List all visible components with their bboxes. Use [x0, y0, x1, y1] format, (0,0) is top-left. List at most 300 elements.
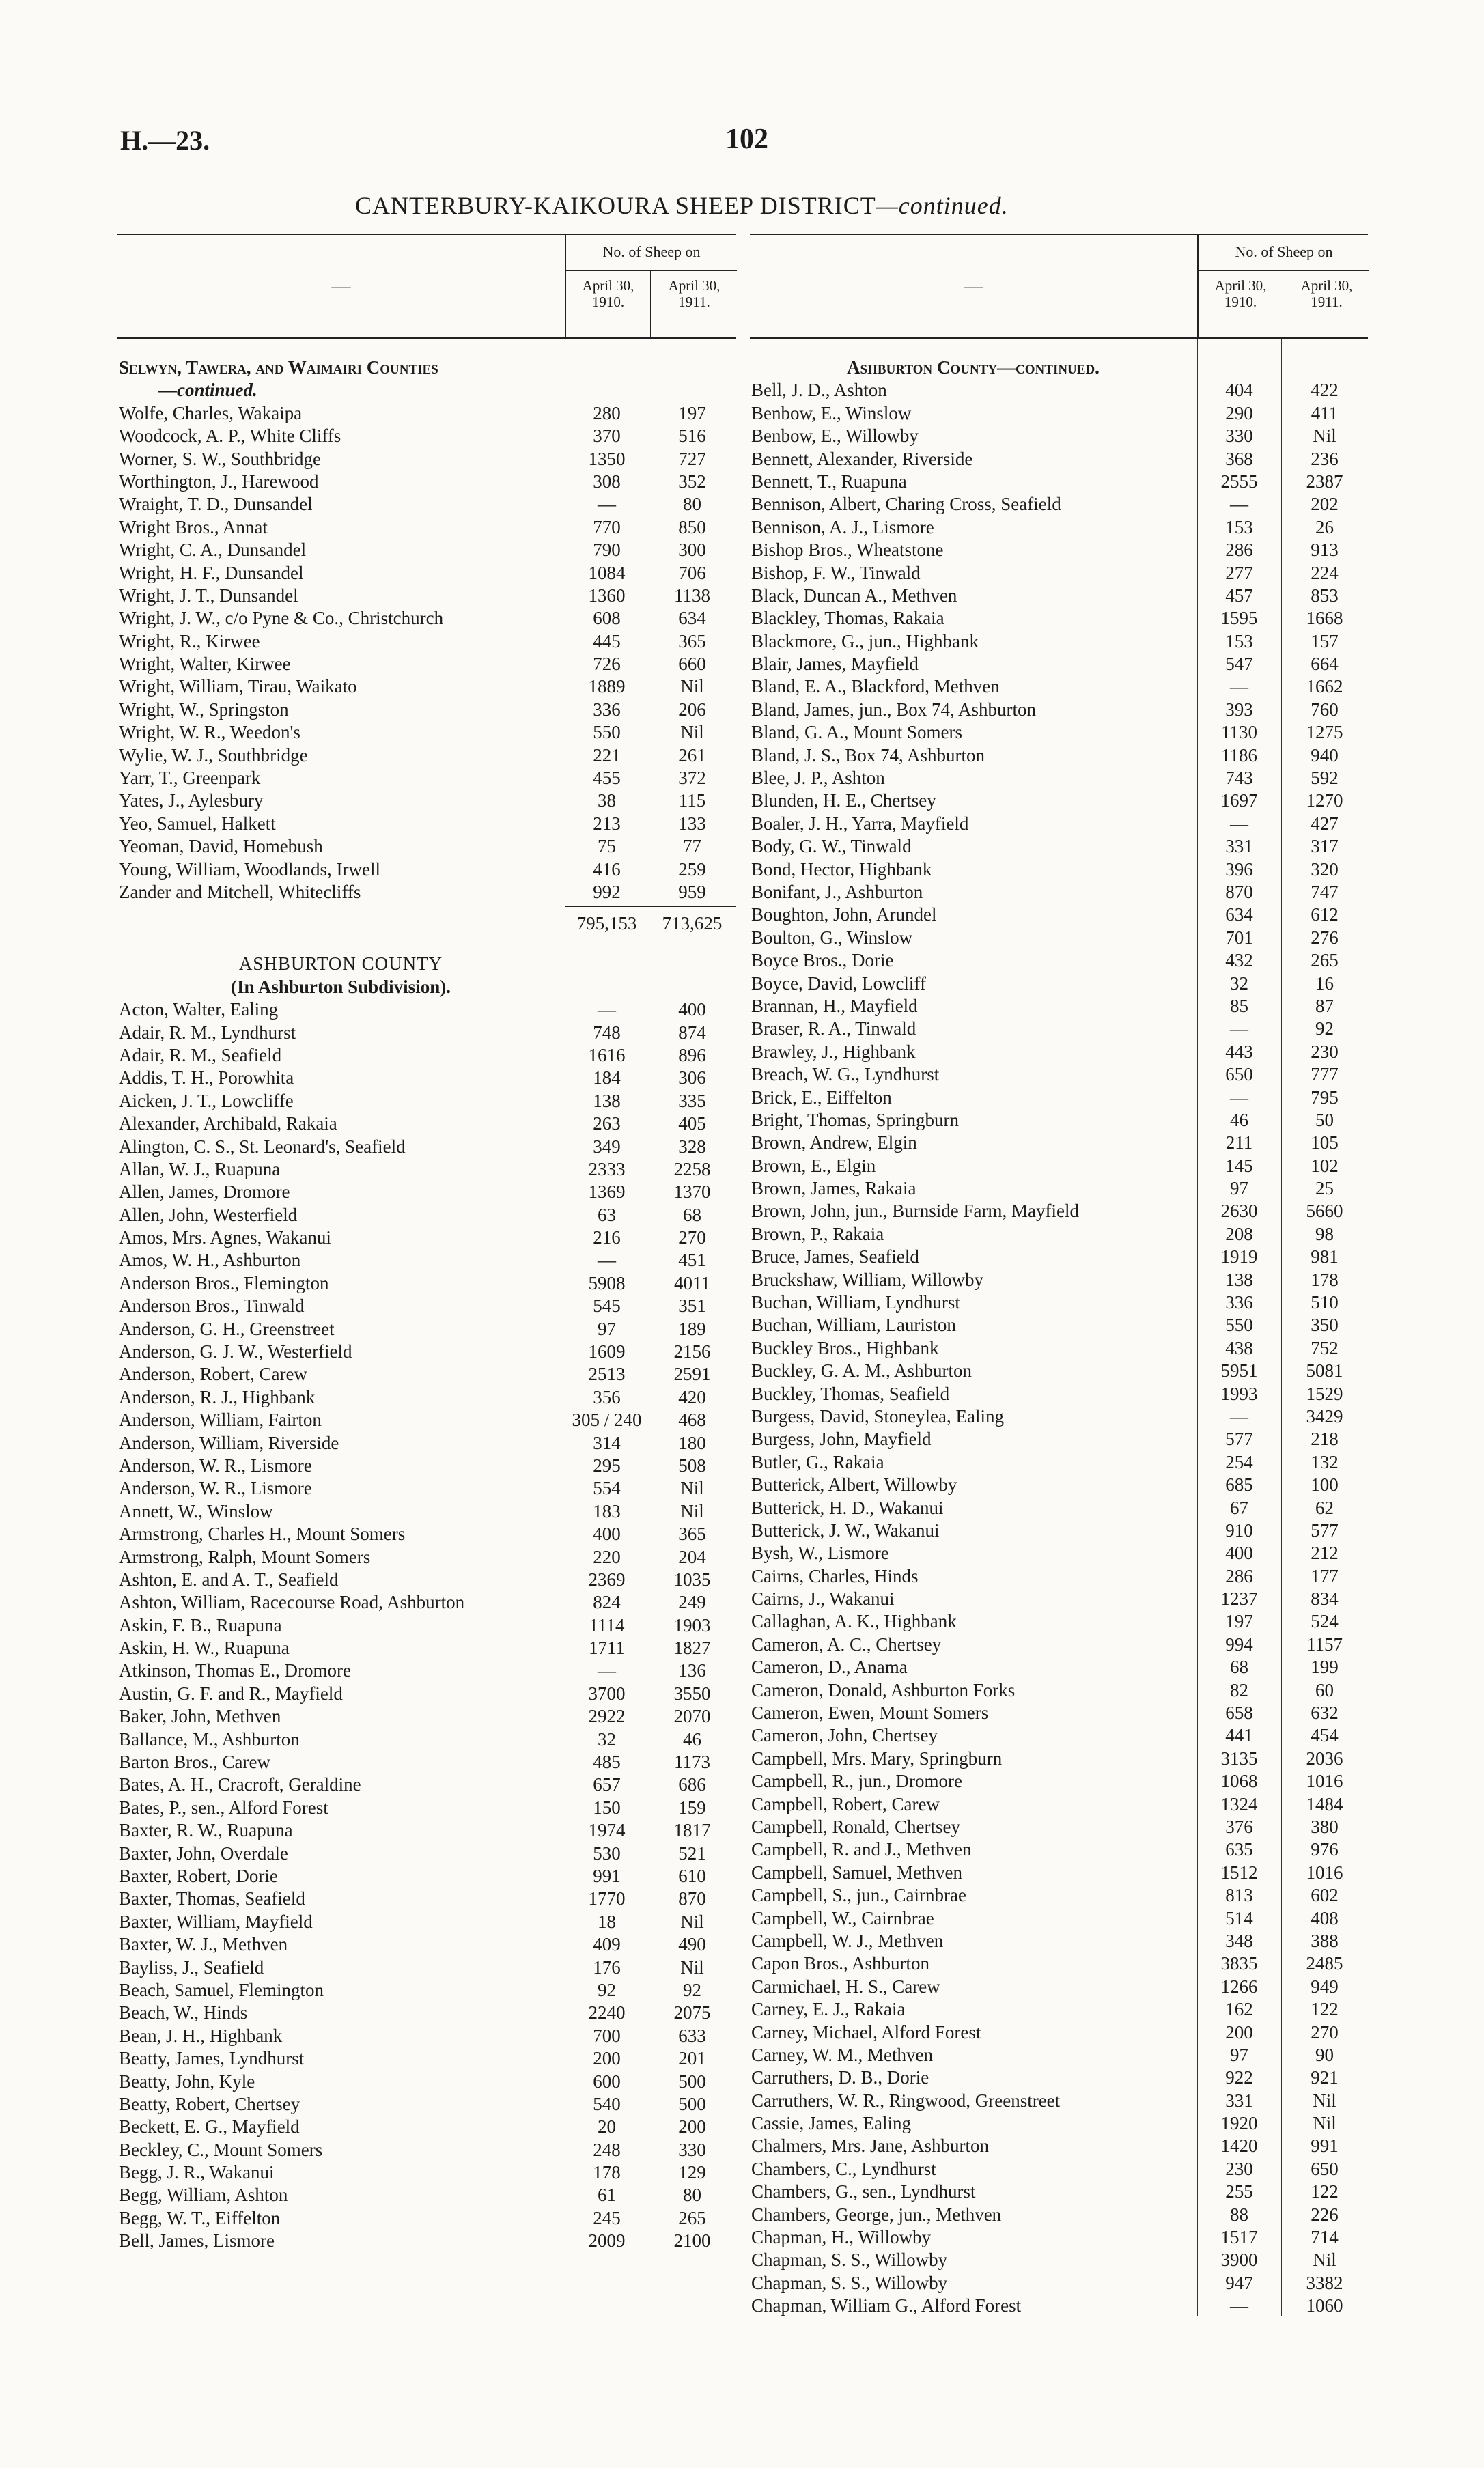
sheep-1910: 88	[1230, 2204, 1248, 2225]
owner-name: Carmichael, H. S., Carew	[751, 1976, 940, 1997]
owner-name: Beatty, John, Kyle	[119, 2071, 255, 2092]
sheep-1911: 351	[678, 1295, 706, 1317]
owner-name: Blair, James, Mayfield	[751, 654, 919, 675]
section-heading	[117, 951, 736, 974]
sheep-1911: 25	[1315, 1178, 1334, 1199]
sheep-1911: 259	[678, 858, 706, 880]
owner-name: Chapman, William G., Alford Forest	[751, 2295, 1022, 2316]
table-row	[750, 834, 1368, 856]
sheep-1910: 2009	[588, 2230, 626, 2252]
owner-name: Allen, James, Dromore	[119, 1181, 290, 1203]
owner-name: Chapman, S. S., Willowby	[751, 2272, 948, 2293]
sheep-1910: 138	[593, 1090, 621, 1111]
table-row	[750, 1974, 1368, 1997]
sheep-1910: 92	[598, 1979, 616, 2000]
sheep-1911: 365	[678, 630, 706, 651]
sheep-1910: —	[1230, 813, 1248, 834]
owner-name: Alexander, Archibald, Rakaia	[119, 1113, 337, 1134]
sheep-1911: 1370	[673, 1181, 711, 1203]
owner-name: Amos, W. H., Ashburton	[119, 1250, 301, 1271]
sheep-1910: 608	[593, 608, 621, 629]
sheep-1910: 554	[593, 1478, 621, 1499]
sheep-1910: 67	[1230, 1497, 1248, 1518]
name-column-header: —	[964, 276, 983, 297]
owner-name: Bonifant, J., Ashburton	[751, 881, 923, 902]
sheep-1911: 760	[1311, 699, 1339, 720]
sheep-1910: 685	[1225, 1474, 1253, 1496]
table-row	[750, 2157, 1368, 2179]
total-1910: 795,153	[576, 913, 637, 934]
sheep-1910: 305 / 240	[572, 1410, 642, 1431]
sheep-1910: 184	[593, 1067, 621, 1089]
sheep-1910: 2513	[588, 1364, 626, 1385]
sheep-1910: 32	[598, 1728, 616, 1750]
section-title: ASHBURTON COUNTY	[238, 953, 443, 974]
sheep-1910: 657	[593, 1774, 621, 1795]
sheep-1911: 330	[678, 2139, 706, 2160]
sheep-1910: 1266	[1220, 1976, 1258, 1997]
table-row	[117, 2137, 736, 2160]
sheep-1911: 427	[1311, 813, 1339, 834]
sheep-1910: 1889	[588, 676, 626, 697]
owner-name: Aicken, J. T., Lowcliffe	[119, 1090, 294, 1111]
table-row	[117, 1795, 736, 1818]
column-header	[750, 235, 1368, 339]
sheep-1911: 2258	[673, 1158, 711, 1179]
sheep-1911: 1035	[673, 1569, 711, 1590]
owner-name: Campbell, W. J., Methven	[751, 1930, 944, 1951]
sheep-1911: 991	[1311, 2135, 1339, 2157]
sheep-1911: 105	[1311, 1132, 1339, 1153]
owner-name: Ballance, M., Ashburton	[119, 1728, 300, 1750]
sheep-1911: 2387	[1306, 471, 1343, 492]
sheep-1911: 306	[678, 1067, 706, 1089]
sheep-1910: 255	[1225, 2181, 1253, 2202]
owner-name: Anderson, W. R., Lismore	[119, 1455, 312, 1476]
sheep-1910: —	[1230, 1405, 1248, 1427]
owner-name: Anderson, Robert, Carew	[119, 1364, 307, 1385]
year-1911-header: April 30, 1911.	[1300, 277, 1353, 310]
owner-name: Cameron, A. C., Chertsey	[751, 1633, 942, 1655]
sheep-1910: 400	[1225, 1543, 1253, 1564]
owner-name: Bennison, Albert, Charing Cross, Seafield	[751, 494, 1061, 515]
table-row	[117, 997, 736, 1020]
owner-name: Allan, W. J., Ruapuna	[119, 1158, 281, 1179]
table-row	[117, 1248, 736, 1270]
table-row	[750, 2065, 1368, 2088]
table-row	[117, 697, 736, 720]
sheep-1910: 701	[1225, 927, 1253, 948]
table-row	[750, 1792, 1368, 1814]
sheep-1911: 422	[1311, 380, 1339, 401]
sheep-1911: 352	[678, 471, 706, 492]
owner-name: Cairns, J., Wakanui	[751, 1588, 895, 1610]
year-1910-header: April 30, 1910.	[582, 277, 634, 310]
sheep-1910: 3900	[1220, 2249, 1258, 2271]
sheep-1910: 2555	[1220, 471, 1258, 492]
sheep-1911: 874	[678, 1022, 706, 1043]
sheep-1911: 524	[1311, 1611, 1339, 1632]
owner-name: Body, G. W., Tinwald	[751, 836, 912, 857]
table-row	[117, 1681, 736, 1704]
owner-name: Campbell, Robert, Carew	[751, 1793, 940, 1814]
table-row	[117, 1431, 736, 1453]
owner-name: Breach, W. G., Lyndhurst	[751, 1064, 940, 1085]
sheep-1911: 521	[678, 1842, 706, 1864]
sheep-1911: 834	[1311, 1588, 1339, 1610]
sheep-count-header	[565, 235, 737, 337]
sheep-1910: 1697	[1220, 790, 1258, 811]
sheep-1911: 727	[678, 448, 706, 469]
sheep-1911: 2100	[673, 2230, 711, 2252]
sheep-1911: 132	[1311, 1451, 1339, 1472]
total-rule	[565, 906, 736, 907]
table-row	[117, 1841, 736, 1864]
sheep-1911: 949	[1311, 1976, 1339, 1997]
sheep-1910: 1517	[1220, 2227, 1258, 2248]
sheep-1910: 726	[593, 654, 621, 675]
sheep-1911: 26	[1315, 516, 1334, 537]
sheep-1911: 490	[678, 1934, 706, 1955]
owner-name: Baxter, William, Mayfield	[119, 1911, 313, 1932]
sheep-1910: 1609	[588, 1341, 626, 1362]
section-title: Ashburton County—continued.	[847, 357, 1100, 378]
sheep-1910: 254	[1225, 1451, 1253, 1472]
sheep-1910: 2922	[588, 1706, 626, 1727]
table-row	[750, 1472, 1368, 1495]
sheep-1911: 1157	[1306, 1633, 1343, 1655]
table-row	[117, 651, 736, 674]
sheep-1911: 2075	[673, 2002, 711, 2023]
sheep-1910: 577	[1225, 1429, 1253, 1450]
owner-name: Anderson, W. R., Lismore	[119, 1478, 312, 1499]
table-row	[117, 1407, 736, 1430]
table-row	[117, 561, 736, 583]
sheep-1910: 61	[598, 2185, 616, 2206]
header-divider	[650, 270, 651, 337]
owner-name: Yarr, T., Greenpark	[119, 768, 261, 789]
sheep-1910: 349	[593, 1136, 621, 1157]
sheep-1911: 265	[1311, 950, 1339, 971]
table-row	[117, 1385, 736, 1407]
sheep-1911: 959	[678, 881, 706, 902]
sheep-1911: 913	[1311, 539, 1339, 561]
table-row	[750, 1108, 1368, 1130]
sheep-1910: 314	[593, 1432, 621, 1453]
owner-name: Cairns, Charles, Hinds	[751, 1565, 919, 1586]
sheep-1910: 634	[1225, 904, 1253, 925]
sheep-1911: 500	[678, 2093, 706, 2114]
sheep-1910: 1711	[589, 1638, 625, 1659]
owner-name: Benbow, E., Winslow	[751, 402, 912, 423]
table-row	[750, 1153, 1368, 1176]
sheep-1910: 336	[1225, 1292, 1253, 1313]
owner-name: Worner, S. W., Southbridge	[119, 448, 321, 469]
sheep-1911: 80	[683, 494, 701, 515]
sheep-1911: 60	[1315, 1679, 1334, 1700]
sheep-1910: 1237	[1220, 1588, 1258, 1610]
table-row	[750, 2111, 1368, 2133]
owner-name: Bland, James, jun., Box 74, Ashburton	[751, 699, 1036, 720]
sheep-1911: 365	[678, 1524, 706, 1545]
sheep-1910: 63	[598, 1204, 616, 1225]
owner-name: Yeo, Samuel, Halkett	[119, 813, 276, 834]
sheep-1910: 700	[593, 2025, 621, 2046]
sheep-1911: Nil	[1313, 2113, 1336, 2134]
sheep-1911: 3550	[673, 1683, 711, 1704]
owner-name: Brown, John, jun., Burnside Farm, Mayfield	[751, 1201, 1079, 1222]
sheep-1910: 183	[593, 1500, 621, 1522]
table-row	[750, 1655, 1368, 1677]
sheep-1910: 1993	[1220, 1383, 1258, 1404]
owner-name: Cassie, James, Ealing	[751, 2113, 911, 2134]
sheep-1910: 1324	[1220, 1793, 1258, 1814]
owner-name: Anderson Bros., Tinwald	[119, 1295, 305, 1317]
sheep-1910: —	[598, 1250, 616, 1271]
owner-name: Capon Bros., Ashburton	[751, 1953, 930, 1974]
sheep-1911: 68	[683, 1204, 701, 1225]
table-row	[750, 1313, 1368, 1335]
sheep-1910: 178	[593, 2162, 621, 2183]
owner-name: Zander and Mitchell, Whitecliffs	[119, 881, 361, 902]
sheep-1910: 197	[1225, 1611, 1253, 1632]
table-row	[750, 1837, 1368, 1860]
right-rows	[750, 339, 1368, 2316]
sheep-1911: 850	[678, 516, 706, 537]
owner-name: Bishop, F. W., Tinwald	[751, 562, 921, 583]
table-row	[750, 1244, 1368, 1267]
table-row	[750, 948, 1368, 970]
sheep-1910: 2333	[588, 1158, 626, 1179]
table-row	[750, 1586, 1368, 1609]
owner-name: Askin, F. B., Ruapuna	[119, 1614, 282, 1636]
section-continued: —continued.	[158, 380, 257, 401]
sheep-1911: Nil	[1313, 2249, 1336, 2271]
table-row	[117, 1613, 736, 1636]
table-row	[750, 1632, 1368, 1655]
sheep-1911: 3429	[1306, 1405, 1343, 1427]
table-row	[117, 447, 736, 469]
owner-name: Bell, J. D., Ashton	[751, 380, 887, 401]
sheep-1911: 664	[1311, 654, 1339, 675]
sheep-1910: 743	[1225, 768, 1253, 789]
sheep-1910: 550	[1225, 1315, 1253, 1336]
owner-name: Campbell, R., jun., Dromore	[751, 1771, 962, 1792]
sheep-1911: 92	[683, 1979, 701, 2000]
sheep-1910: 658	[1225, 1702, 1253, 1724]
table-row	[117, 1065, 736, 1088]
sheep-1910: 514	[1225, 1907, 1253, 1929]
owner-name: Bennett, Alexander, Riverside	[751, 448, 973, 469]
sheep-1910: 2240	[588, 2002, 626, 2023]
owner-name: Wright, Walter, Kirwee	[119, 654, 291, 675]
sheep-1910: 75	[598, 836, 616, 857]
table-row	[750, 1997, 1368, 2019]
sheep-1910: 1068	[1220, 1771, 1258, 1792]
table-row	[117, 1293, 736, 1316]
owner-name: Annett, W., Winslow	[119, 1500, 273, 1522]
table-row	[750, 515, 1368, 537]
owner-name: Wright, C. A., Dunsandel	[119, 539, 307, 561]
sheep-1911: 451	[678, 1250, 706, 1271]
table-row	[750, 537, 1368, 560]
owner-name: Anderson, R. J., Highbank	[119, 1386, 316, 1407]
sheep-1911: 1275	[1306, 722, 1343, 743]
sheep-1910: 368	[1225, 448, 1253, 469]
sheep-1911: 197	[678, 402, 706, 423]
table-row	[117, 1955, 736, 1978]
sheep-1911: 400	[678, 999, 706, 1020]
table-row	[117, 423, 736, 446]
owner-name: Wright, J. W., c/o Pyne & Co., Christchurch	[119, 608, 444, 629]
sheep-1910: 922	[1225, 2067, 1253, 2088]
sheep-1910: 138	[1225, 1269, 1253, 1290]
owner-name: Baxter, R. W., Ruapuna	[119, 1820, 293, 1841]
owner-name: Chambers, C., Lyndhurst	[751, 2158, 936, 2179]
page-number: 102	[725, 124, 768, 155]
sheep-1911: 1817	[673, 1820, 711, 1841]
sheep-1911: 199	[1311, 1657, 1339, 1678]
owner-name: Beckley, C., Mount Somers	[119, 2139, 323, 2160]
table-row	[750, 1883, 1368, 1905]
sheep-1911: 4011	[674, 1272, 710, 1293]
owner-name: Brannan, H., Mayfield	[751, 995, 918, 1016]
sheep-1911: 136	[678, 1660, 706, 1681]
sheep-1910: 393	[1225, 699, 1253, 720]
sheep-1911: 178	[1311, 1269, 1339, 1290]
owner-name: Black, Duncan A., Methven	[751, 585, 957, 606]
owner-name: Beach, Samuel, Flemington	[119, 1979, 324, 2000]
table-row	[117, 1909, 736, 1932]
owner-name: Atkinson, Thomas E., Dromore	[119, 1660, 351, 1681]
sheep-1911: 133	[678, 813, 706, 834]
table-row	[117, 2160, 736, 2183]
sheep-1911: Nil	[680, 676, 704, 697]
table-row	[750, 2020, 1368, 2043]
sheep-1911: 204	[678, 1546, 706, 1567]
table-row	[750, 1518, 1368, 1541]
table-row	[750, 1814, 1368, 1837]
sheep-1910: 748	[593, 1022, 621, 1043]
sheep-1911: 634	[678, 608, 706, 629]
sheep-1910: —	[1230, 676, 1248, 697]
sheep-1911: 90	[1315, 2044, 1334, 2065]
sheep-1910: 404	[1225, 380, 1253, 401]
owner-name: Buckley, Thomas, Seafield	[751, 1383, 950, 1404]
sheep-1911: 92	[1315, 1018, 1334, 1039]
sheep-1911: 1484	[1306, 1793, 1343, 1814]
table-row	[117, 2046, 736, 2069]
sheep-1910: 308	[593, 471, 621, 492]
sheep-1910: 547	[1225, 654, 1253, 675]
table-row	[750, 1564, 1368, 1586]
column-header	[117, 235, 736, 339]
table-row	[750, 766, 1368, 788]
sheep-1911: 2156	[673, 1341, 711, 1362]
sheep-1911: 921	[1311, 2067, 1339, 2088]
owner-name: Begg, William, Ashton	[119, 2185, 288, 2206]
owner-name: Chalmers, Mrs. Jane, Ashburton	[751, 2135, 989, 2157]
sheep-1911: 468	[678, 1410, 706, 1431]
sheep-1910: 356	[593, 1386, 621, 1407]
sheep-1910: 2630	[1220, 1201, 1258, 1222]
owner-name: Austin, G. F. and R., Mayfield	[119, 1683, 343, 1704]
sheep-1911: 122	[1311, 2181, 1339, 2202]
table-row	[750, 2133, 1368, 2156]
sheep-1910: 277	[1225, 562, 1253, 583]
owner-name: Carney, W. M., Methven	[751, 2044, 933, 2065]
sheep-1911: 80	[683, 2185, 701, 2206]
table-row	[750, 2043, 1368, 2065]
sheep-1910: —	[598, 999, 616, 1020]
owner-name: Baxter, Thomas, Seafield	[119, 1888, 305, 1909]
table-row	[750, 1678, 1368, 1700]
sheep-1910: 82	[1230, 1679, 1248, 1700]
sheep-1911: 200	[678, 2116, 706, 2137]
sheep-1911: 5660	[1306, 1201, 1343, 1222]
owner-name: Bennison, A. J., Lismore	[751, 516, 934, 537]
sheep-1910: 5908	[588, 1272, 626, 1293]
table-row	[750, 880, 1368, 902]
sheep-1910: 200	[593, 2048, 621, 2069]
owner-name: Bruce, James, Seafield	[751, 1246, 919, 1267]
sheep-1911: 100	[1311, 1474, 1339, 1496]
sheep-1910: 286	[1225, 1565, 1253, 1586]
table-row	[750, 1541, 1368, 1563]
sheep-1911: 236	[1311, 448, 1339, 469]
sheep-1911: 777	[1311, 1064, 1339, 1085]
sheep-1911: 2070	[673, 1706, 711, 1727]
owner-name: Buckley, G. A. M., Ashburton	[751, 1360, 972, 1382]
sheep-1911: 516	[678, 425, 706, 447]
sheep-1910: 145	[1225, 1155, 1253, 1176]
sheep-1911: 1016	[1306, 1862, 1343, 1883]
owner-name: Carruthers, D. B., Dorie	[751, 2067, 929, 2088]
sheep-1911: 189	[678, 1318, 706, 1339]
sheep-1911: 46	[683, 1728, 701, 1750]
table-row	[750, 811, 1368, 834]
rows-group	[117, 997, 736, 2251]
table-row	[117, 1225, 736, 1248]
sheep-1910: 770	[593, 516, 621, 537]
owner-name: Young, William, Woodlands, Irwell	[119, 858, 380, 880]
table-row	[117, 880, 736, 902]
sheep-1910: 1350	[588, 448, 626, 469]
sheep-1911: 87	[1315, 995, 1334, 1016]
sheep-1911: 372	[678, 768, 706, 789]
sheep-1911: 276	[1311, 927, 1339, 948]
owner-name: Allen, John, Westerfield	[119, 1204, 298, 1225]
header-rule	[566, 270, 737, 271]
table-row	[117, 1864, 736, 1886]
table-row	[117, 720, 736, 742]
sheep-1911: 1173	[674, 1752, 710, 1773]
table-row	[117, 1818, 736, 1840]
sheep-1910: 331	[1225, 836, 1253, 857]
table-row	[117, 492, 736, 514]
sheep-1911: 300	[678, 539, 706, 561]
sheep-1910: 545	[593, 1295, 621, 1317]
sheep-1910: 790	[593, 539, 621, 561]
table-row	[117, 1658, 736, 1681]
owner-name: Yeoman, David, Homebush	[119, 836, 323, 857]
owner-name: Buchan, William, Lauriston	[751, 1315, 956, 1336]
sheep-1911: 2485	[1306, 1953, 1343, 1974]
sheep-1910: 650	[1225, 1064, 1253, 1085]
sheep-1910: 376	[1225, 1817, 1253, 1837]
rows-group	[750, 378, 1368, 2316]
owner-name: Bland, E. A., Blackford, Methven	[751, 676, 1000, 697]
